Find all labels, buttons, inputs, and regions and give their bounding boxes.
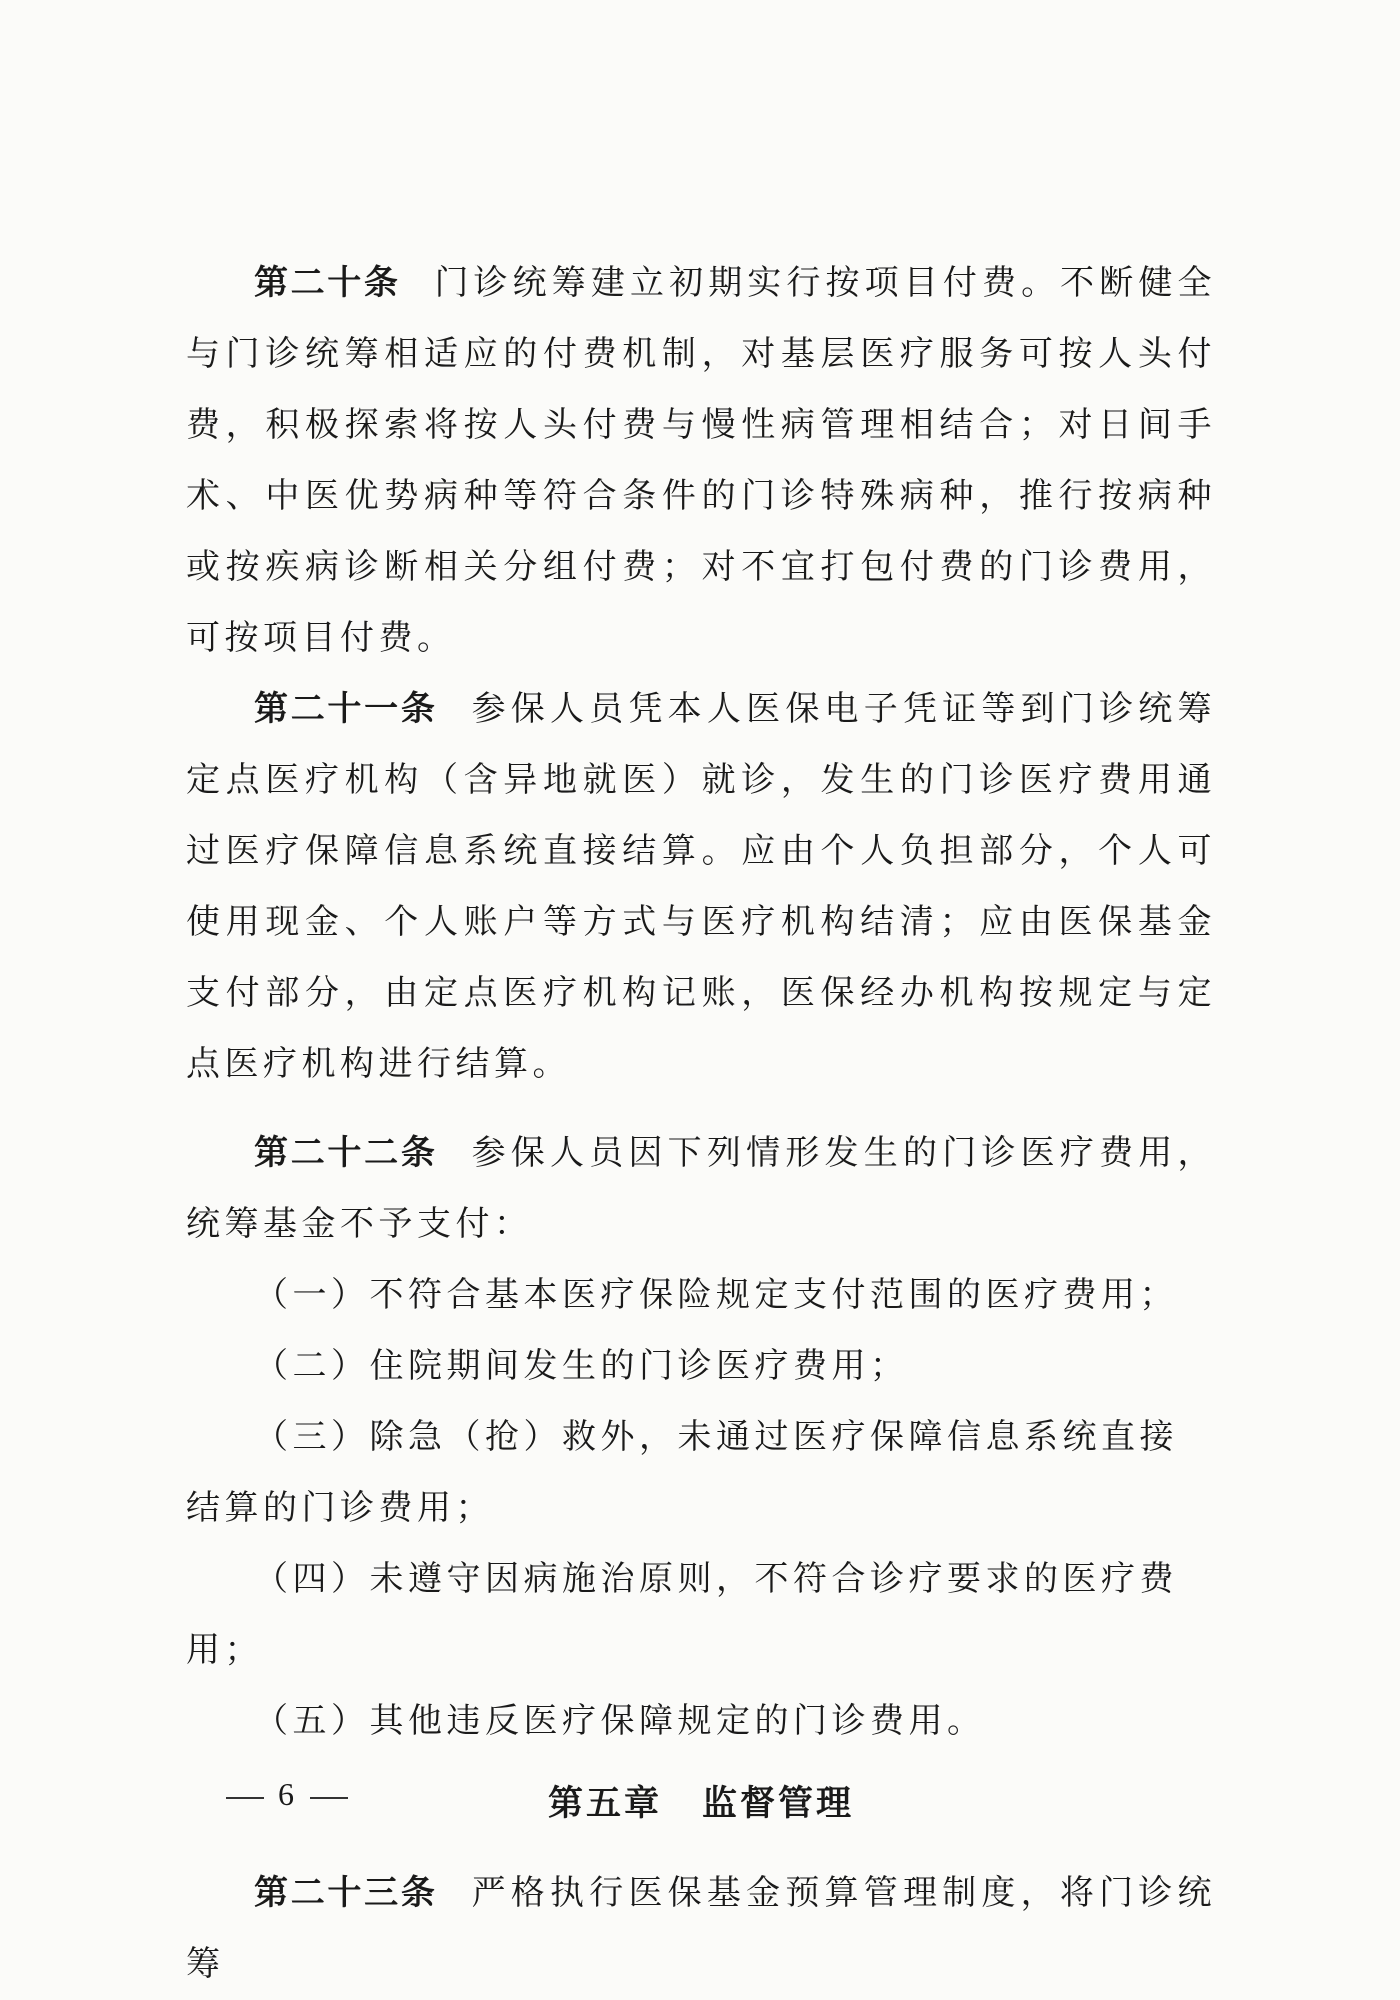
chapter-title: 监督管理 [702,1784,855,1824]
article-text: 参保人员因下列情形发生的门诊医疗费用，统筹基金不予支付： [186,1133,1217,1244]
list-item: （三）除急（抢）救外，未通过医疗保障信息系统直接结算的门诊费用； [186,1417,1178,1528]
article-21 [186,674,1216,1100]
article-text: 参保人员凭本人医保电子凭证等到门诊统筹定点医疗机构（含异地就医）就诊，发生的门诊医疗费用通过医疗保障信息系统直接结算。应由个人负担部分，个人可使用现金、个人账户等方式与医疗机构结清；应由医保基金支付部分，由定点医疗机构记账，医保经办机构按规定与定点医疗机构进行结算。 [186,689,1217,1084]
article-number: 第二十条 [254,263,401,303]
article-number: 第二十三条 [254,1873,438,1913]
article-20 [186,248,1216,674]
article-text: 门诊统筹建立初期实行按项目付费。不断健全与门诊统筹相适应的付费机制，对基层医疗服务可按人头付费，积极探索将按人头付费与慢性病管理相结合；对日间手术、中医优势病种等符合条件的门诊特殊病种，推行按病种或按疾病诊断相关分组付费；对不宜打包付费的门诊费用，可按项目付费。 [186,263,1217,658]
article-22 [186,1118,1216,1260]
exclusion-list [186,1260,1216,1757]
list-item: （四）未遵守因病施治原则，不符合诊疗要求的医疗费用； [186,1559,1178,1670]
page-number-value: 6 [278,1776,296,1812]
article-number: 第二十一条 [254,689,438,729]
list-item: （一）不符合基本医疗保险规定支付范围的医疗费用； [254,1275,1178,1315]
list-item: （五）其他违反医疗保障规定的门诊费用。 [254,1701,986,1741]
chapter-number: 第五章 [547,1784,662,1824]
list-item: （二）住院期间发生的门诊医疗费用； [254,1346,909,1386]
article-text: 严格执行医保基金预算管理制度，将门诊统筹 [186,1873,1217,1984]
article-number: 第二十二条 [254,1133,438,1173]
document-body [186,248,1216,2000]
page-number-dash-left [226,1797,264,1799]
page-number-dash-right [310,1797,348,1799]
page-number [212,1776,362,1813]
